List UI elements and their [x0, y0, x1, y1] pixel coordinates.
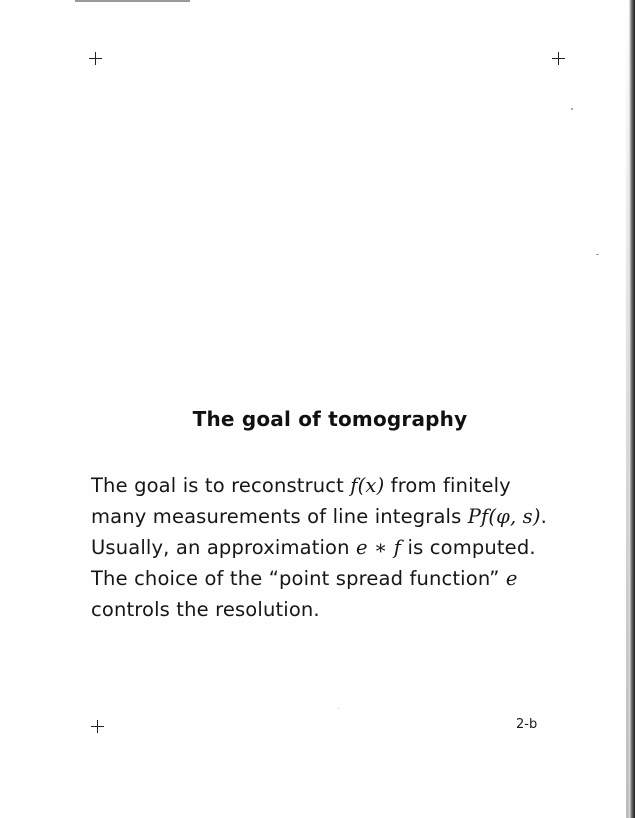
- text-run: .: [540, 505, 547, 528]
- scan-speck: [571, 108, 573, 110]
- text-run: controls the resolution.: [91, 598, 320, 621]
- text-run: The choice of the “point spread function”: [91, 567, 506, 590]
- crop-mark-bottom-left: [91, 720, 104, 733]
- slide-paragraph: [91, 470, 581, 625]
- crop-mark-top-left: [89, 52, 102, 65]
- paragraph-line: [91, 563, 581, 594]
- math-expression: Pf(φ, s): [467, 505, 541, 528]
- math-expression: e ∗ f: [356, 536, 402, 559]
- scan-top-line: [75, 0, 190, 2]
- text-run: Usually, an approximation: [91, 536, 356, 559]
- paragraph-line: [91, 594, 581, 625]
- math-expression: f(x): [350, 474, 385, 497]
- scan-speck: [338, 708, 339, 709]
- page-number: 2-b: [516, 717, 538, 732]
- text-run: is computed.: [401, 536, 536, 559]
- paragraph-line: [91, 470, 581, 501]
- text-run: from finitely: [384, 474, 511, 497]
- scan-speck: [596, 254, 599, 255]
- slide-title: The goal of tomography: [192, 407, 468, 431]
- paragraph-line: [91, 501, 581, 532]
- text-run: many measurements of line integrals: [91, 505, 468, 528]
- paragraph-line: [91, 532, 581, 563]
- text-run: The goal is to reconstruct: [91, 474, 351, 497]
- math-expression: e: [505, 567, 518, 590]
- crop-mark-top-right: [552, 52, 565, 65]
